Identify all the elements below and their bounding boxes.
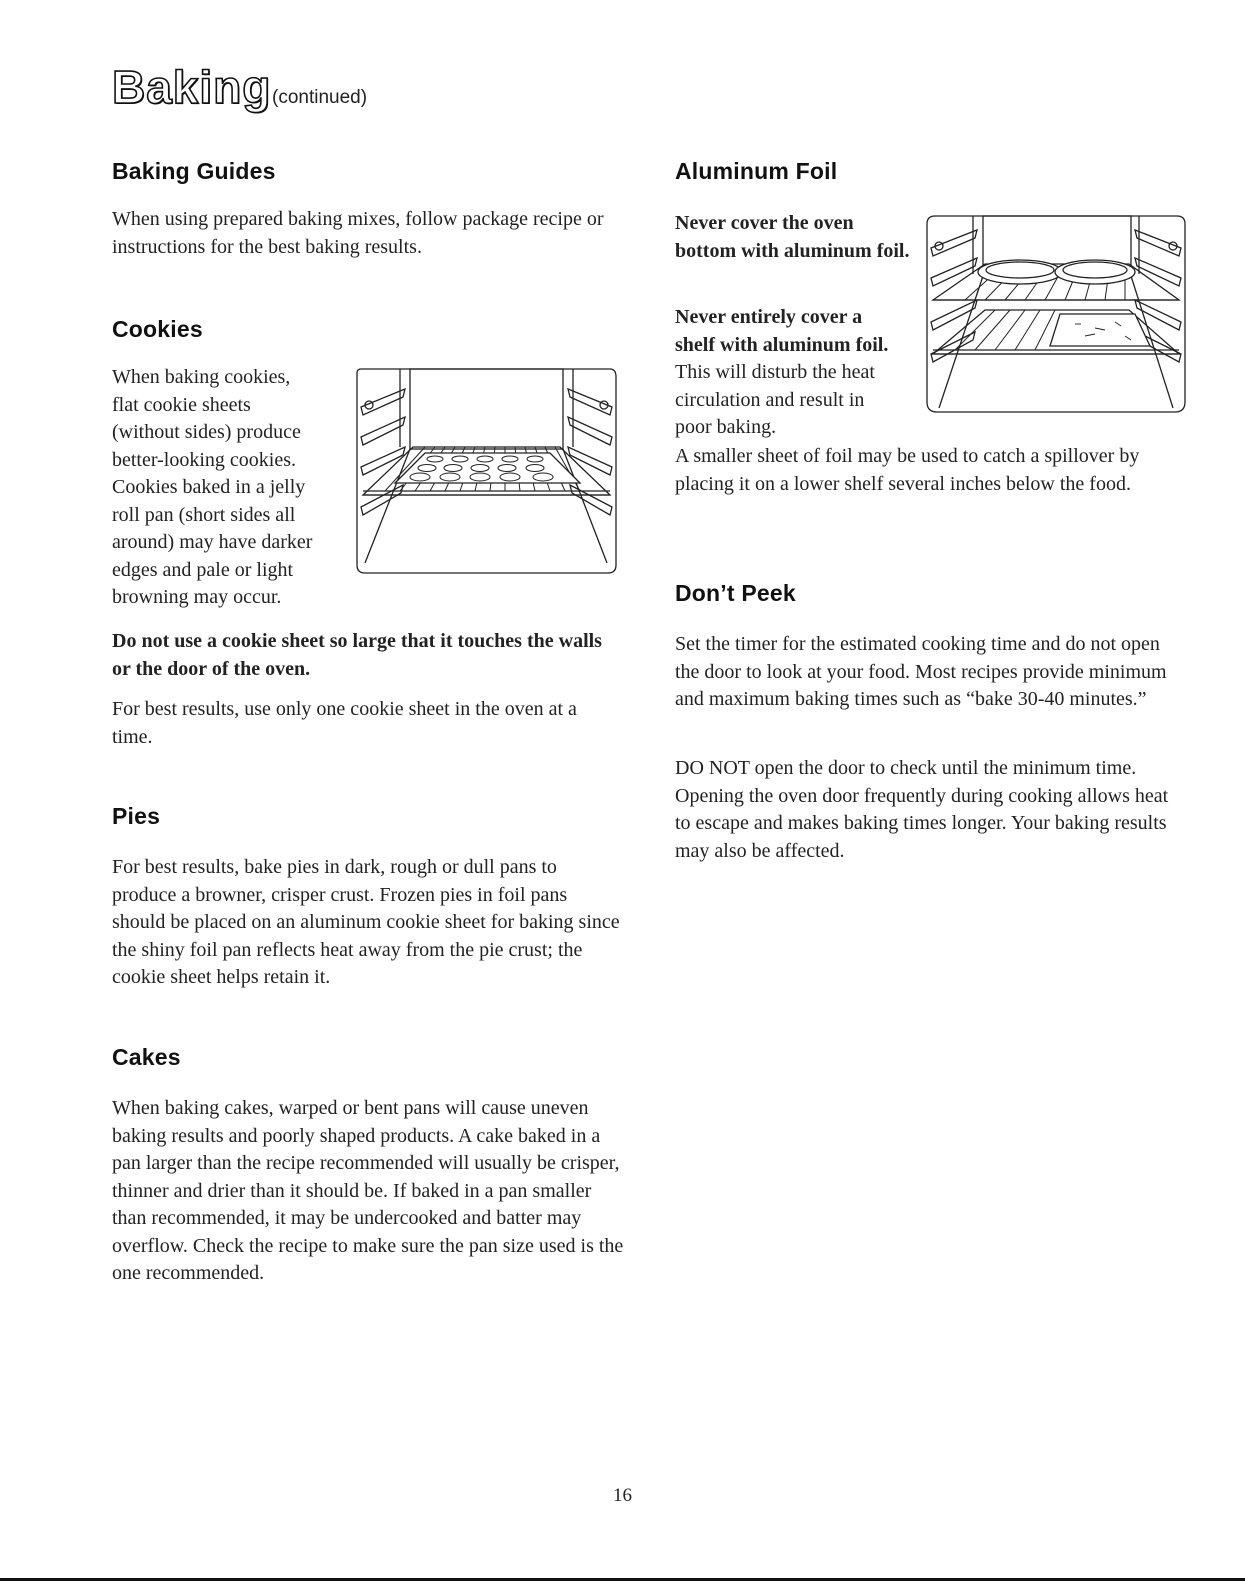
cookies-line: browning may occur. (112, 586, 282, 608)
cookies-line: around) may have darker (112, 531, 313, 553)
cookies-line: (without sides) produce (112, 421, 301, 443)
cakes-text: When baking cakes, warped or bent pans will cause uneven baking results and poorly shaped products. A cake baked in a pan larger than the recipe recommended will usually be crisper, thinner and drier than it should be. If baked in a pan smaller than recommended, it may be undercooked and batter may overflow. Check the recipe to make sure the pan size used is the one recommended. (112, 1097, 624, 1284)
cookies-line: roll pan (short sides all (112, 503, 296, 526)
section-heading-cookies: Cookies (112, 316, 203, 342)
section-heading-pies: Pies (112, 803, 161, 829)
cookies-line: When baking cookies, (112, 366, 291, 388)
section-heading-baking-guides: Baking Guides (112, 158, 276, 184)
section-heading-dont-peek: Don’t Peek (675, 580, 796, 606)
foil-warning-shelf-rest: This will disturb the heat circulation and result in poor baking. (675, 361, 875, 438)
bottom-rule (0, 1578, 1245, 1581)
dont-peek-text-1: Set the timer for the estimated cooking time and do not open the door to look at your food. Most recipes provide minimum and maximum baking times such as “bake 30-40 minutes.” (675, 633, 1167, 710)
dont-peek-text-2: DO NOT open the door to check until the minimum time. Opening the oven door frequently during cooking allows heat to escape and makes baking times longer. Your baking results may also be affected. (675, 757, 1169, 862)
cookies-tip: For best results, use only one cookie sheet in the oven at a time. (112, 698, 577, 748)
foil-warning-bottom: Never cover the oven bottom with aluminum foil. (675, 212, 910, 262)
section-heading-cakes: Cakes (112, 1044, 181, 1070)
cookies-line: better-looking cookies. (112, 448, 296, 471)
page-number: 16 (613, 1485, 632, 1506)
page-title: Baking (112, 61, 272, 113)
cookies-text (112, 364, 352, 612)
cookies-line: edges and pale or light (112, 558, 294, 581)
foil-text: A smaller sheet of foil may be used to catch a spillover by placing it on a lower shelf several inches below the food. (675, 445, 1140, 495)
pies-text: For best results, bake pies in dark, rough or dull pans to produce a browner, crisper crust. Frozen pies in foil pans should be placed on an aluminum cookie sheet for baking since the shiny foil pan reflects heat away from the pie crust; the cookie sheet helps retain it. (112, 856, 620, 988)
foil-warning-shelf-bold: Never entirely cover a shelf with aluminum foil. (675, 306, 889, 356)
page-subtitle: (continued) (272, 87, 368, 108)
cookies-warning: Do not use a cookie sheet so large that it touches the walls or the door of the oven. (112, 630, 602, 680)
cookies-line: flat cookie sheets (112, 393, 251, 416)
section-heading-aluminum-foil: Aluminum Foil (675, 158, 838, 184)
oven-pies-foil-illustration (925, 214, 1187, 414)
oven-cookie-sheet-illustration (355, 367, 618, 575)
cookies-line: Cookies baked in a jelly (112, 476, 306, 498)
baking-guides-text: When using prepared baking mixes, follow package recipe or instructions for the best baking results. (112, 208, 604, 258)
foil-warning-shelf (675, 304, 905, 442)
